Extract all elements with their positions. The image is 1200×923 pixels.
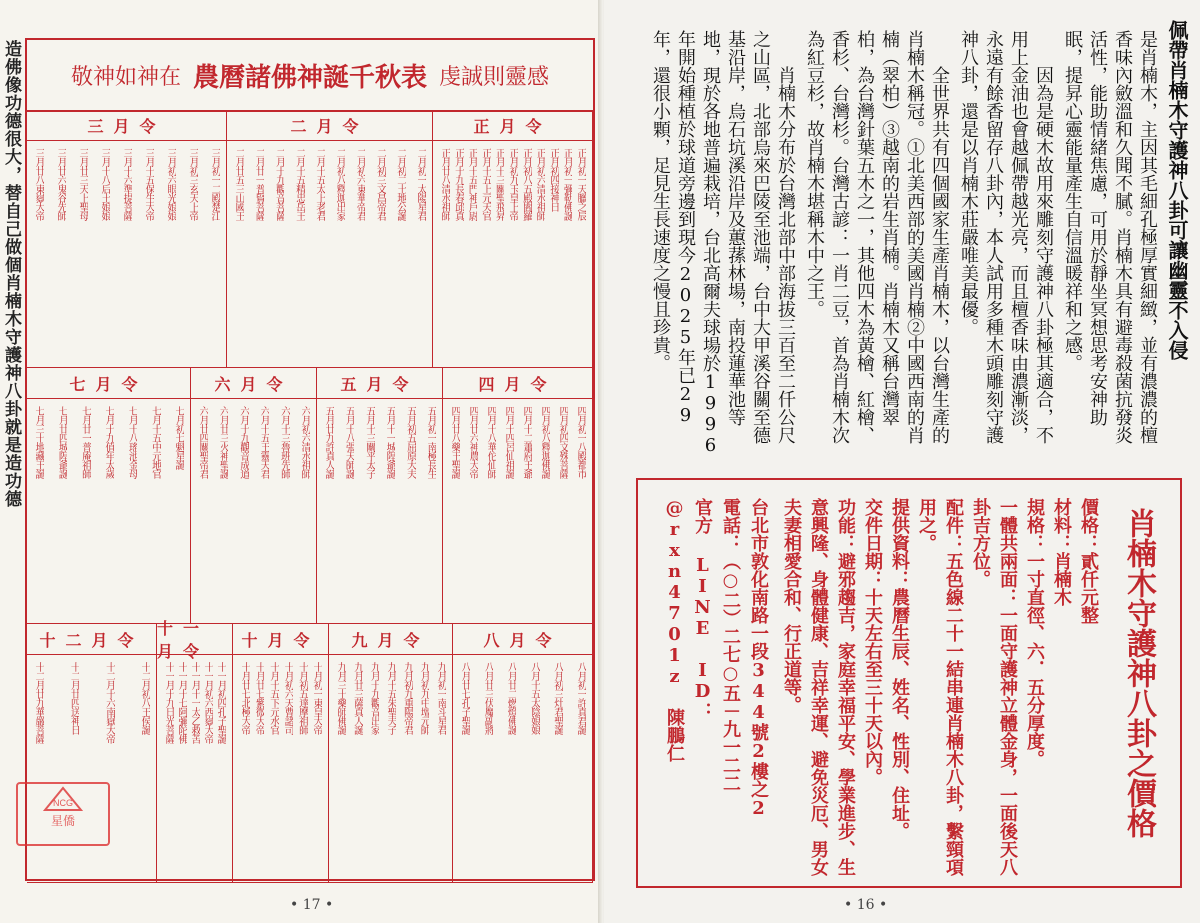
- birthday-entry: 八月廿二燃燈佛誕: [505, 662, 517, 734]
- birthday-entry: 二月十五太上老君: [313, 148, 325, 220]
- price-line: 一體共兩面：一面守護神立體金身，一面後天八卦吉方位。: [970, 498, 1018, 876]
- price-line: 材料：肖楠木: [1051, 498, 1072, 606]
- birthday-entry: 正月初九玉皇上帝: [506, 148, 518, 220]
- month-entries: [323, 406, 436, 617]
- birthday-entry: 五月廿九許真人誕: [323, 406, 334, 478]
- month-cell: [433, 110, 593, 368]
- birthday-entry: 六月廿四關聖帝君: [197, 406, 208, 478]
- birthday-entry: 三月十八后土娘娘: [99, 148, 110, 220]
- month-entries: [233, 148, 426, 361]
- birthday-entry: 九月初一南斗星君: [434, 662, 446, 734]
- birthday-entry: 正月初六清水祖師: [534, 148, 546, 220]
- month-cell: [453, 624, 593, 883]
- birthday-entry: 十一月十七阿彌陀佛: [176, 662, 187, 743]
- birthday-entry: 正月十五門神戶尉: [466, 148, 478, 220]
- month-header: 十月令: [233, 624, 328, 655]
- article-body: [640, 30, 1160, 460]
- birthday-entry: 三月初一二殿楚江: [209, 148, 220, 220]
- birthday-entry: 二月初二土地公誕: [394, 148, 406, 220]
- month-header: 六月令: [191, 368, 316, 399]
- birthday-entry: 三月初六眼光娘娘: [165, 148, 176, 220]
- price-line: 功能：避邪趨吉，家庭幸福平安、學業進步、生意興隆、身體健康、吉祥幸運、避免災厄、男女夫妻相愛合和、行正道等。: [781, 498, 856, 876]
- month-cell: [329, 624, 453, 883]
- birthday-entry: 十二月廿九華嚴菩薩: [33, 662, 44, 743]
- month-entries: [239, 662, 322, 876]
- price-line: 規格：一寸直徑、六．五分厚度。: [1024, 498, 1045, 768]
- birthday-entry: 七月十九值年太歲: [102, 406, 114, 478]
- birthday-entry: 六月十三魯班先師: [278, 406, 290, 478]
- birthday-entry: 六月十九觀音成道: [237, 406, 249, 478]
- birthday-entry: 五月初一南極長生: [424, 406, 436, 478]
- month-header: 正月令: [433, 110, 592, 141]
- birthday-entry: 九月三十藥師佛誕: [335, 662, 346, 734]
- birthday-entry: 九月廿三薩真人誕: [351, 662, 363, 734]
- title-main: 農曆諸佛神誕千秋表: [192, 62, 427, 93]
- birthday-entry: 九月十九觀音出家: [368, 662, 380, 734]
- paragraph-3: 全世界共有四個國家生產肖楠木，以台灣生產的肖楠木稱冠。①北美西部的美國肖楠②中國西南的肖楠（翠柏）③越南的岩生肖楠。肖楠木又稱台灣翠柏，為台灣針葉五木之一，其他四木為黃檜、紅檜、香杉、台灣杉。台灣古諺：一肖二豆，首為肖楠木次為紅豆杉，故肖楠木堪稱木中之王。: [804, 30, 950, 444]
- page-number-left: • 17 •: [290, 897, 334, 913]
- birthday-entry: 五月十八張天師誕: [343, 406, 355, 478]
- birthday-entry: 九月初九重陽帝君: [401, 662, 413, 734]
- birthday-entry: 七月廿一普庵祖師: [79, 406, 91, 478]
- month-cell: [27, 110, 227, 368]
- birthday-entry: 三月廿三天上聖母: [77, 148, 88, 220]
- birthday-entry: 三月十六準提菩薩: [121, 148, 132, 220]
- birthday-entry: 八月廿七孔子聖誕: [459, 662, 470, 734]
- birthday-entry: 六月廿三火神聖誕: [217, 406, 229, 478]
- birthday-entry: 十月十五下元水官: [267, 662, 279, 734]
- paragraph-4: 肖楠木分布於台灣北部中部海拔三百至二仟公尺之山區，北部烏來巴陵至池端，台中大甲溪谷關至德基沿岸，烏石坑溪沿岸及蕙蓀林場，南投蓮華池等地，現於各地普遍栽培，台北高爾夫球場於1996年開始種植於球道旁邊到現今2025年已29年，還很小顆，足見生長速度之慢且珍貴。: [650, 30, 796, 456]
- birthday-entry: 五月十一城隍爺誕: [384, 406, 396, 478]
- price-title: 肖楠木守護神八卦之價格: [1121, 508, 1156, 838]
- month-cell: [317, 368, 443, 624]
- birthday-entry: 八月初一許真君誕: [574, 662, 586, 734]
- month-header: 三月令: [27, 110, 226, 141]
- birthday-entry: 二月廿五三山國王: [233, 148, 244, 220]
- birthday-entry: 三月初三玄天上帝: [187, 148, 198, 220]
- birthday-entry: 正月十五上元天官: [479, 148, 491, 220]
- birthday-entry: 四月初四文殊菩薩: [557, 406, 568, 478]
- month-cell: [233, 624, 329, 883]
- birthday-entry: 六月十五王靈天君: [258, 406, 270, 478]
- birthday-entry: 八月廿三伏魔副將: [482, 662, 494, 734]
- month-header: 八月令: [453, 624, 592, 655]
- birthday-entry: 四月廿八藥王聖誕: [449, 406, 460, 478]
- month-entries: [459, 662, 586, 876]
- side-strip-text: 造佛像功德很大，替自己做個肖楠木守護神八卦就是造功德: [1, 40, 21, 508]
- article-heading: 佩帶肖楠木守護神八卦可讓幽靈不入侵: [1165, 20, 1189, 360]
- birthday-entry: 七月廿四城隍爺誕: [56, 406, 68, 478]
- contact-line: 台北市敦化南路一段344號2樓之2: [748, 498, 769, 819]
- month-entries: [33, 406, 184, 617]
- birthday-entry: 六月初六清水祖師: [298, 406, 310, 478]
- month-cell: [27, 368, 191, 624]
- birthday-entry: 五月十三關平太子: [363, 406, 375, 478]
- watermark-stamp: [16, 782, 110, 846]
- birthday-entry: 四月十四呂仙祖誕: [503, 406, 514, 478]
- birthday-entry: 七月十八瑤池金母: [126, 406, 138, 478]
- birthday-entry: 正月初四接神日: [547, 148, 559, 211]
- birthday-entry: 七月十五中元地官: [149, 406, 161, 478]
- page-number-right: • 16 •: [844, 897, 888, 913]
- birthday-entry: 八月初三灶君聖誕: [551, 662, 563, 734]
- birthday-entry: 七月初七魁星誕: [172, 406, 184, 469]
- month-entries: [439, 148, 586, 361]
- birthday-entry: 二月廿一普賢菩薩: [253, 148, 265, 220]
- birthday-entry: 十一月初六西嶽大帝: [202, 662, 213, 743]
- month-grid: [27, 110, 593, 879]
- month-header: 五月令: [317, 368, 442, 399]
- birthday-entry: 正月十九長春邱真: [452, 148, 464, 220]
- month-entries: [33, 148, 220, 361]
- month-entries: [335, 662, 446, 876]
- birthday-entry: 二月初八釋迦出家: [334, 148, 346, 220]
- contact-line: 官方 LINE ID：@rxn4701z 陳鵬仁: [664, 498, 713, 762]
- birthday-entry: 九月初九中壇元帥: [418, 662, 430, 734]
- contact-lines: [660, 498, 772, 878]
- month-header: 四月令: [443, 368, 592, 399]
- birthday-entry: 八月十五太陰娘娘: [528, 662, 540, 734]
- month-cell: [227, 110, 433, 368]
- birthday-entry: 正月十三關聖飛昇: [493, 148, 505, 220]
- birthday-entry: 十月初五達摩祖師: [296, 662, 308, 734]
- price-line: 交件日期：十天左右至三十天以內。: [862, 498, 883, 786]
- birthday-entry: 二月初三文昌帝君: [374, 148, 386, 220]
- birthday-entry: 十一月初四孔子聖誕: [215, 662, 226, 743]
- birthday-entry: 十一月十九日光菩薩: [163, 662, 174, 743]
- birthday-entry: 五月初五屈原大夫: [404, 406, 416, 478]
- price-lines: [778, 498, 1102, 878]
- birthday-entry: 七月三十地藏王誕: [33, 406, 44, 478]
- stamp-text: 星僑: [50, 814, 75, 828]
- birthday-entry: 十月初一東皇大帝: [310, 662, 322, 734]
- stamp-logo-icon: [43, 786, 83, 812]
- birthday-entry: 十一月十一太乙救苦: [189, 662, 200, 743]
- birthday-entry: 二月初一太陽星君: [414, 148, 426, 220]
- birthday-entry: 正月初一彌勒佛誕: [561, 148, 573, 220]
- birthday-entry: 二月十九觀音菩薩: [273, 148, 285, 220]
- month-header: 九月令: [329, 624, 452, 655]
- price-box: [636, 478, 1182, 888]
- birthday-entry: 九月十五朱聖夫子: [384, 662, 396, 734]
- month-cell: [191, 368, 317, 624]
- month-header: 十一月令: [157, 624, 232, 655]
- birthday-entry: 十月廿七北極大帝: [239, 662, 250, 734]
- month-header: 七月令: [27, 368, 190, 399]
- birthday-entry: 二月初六東華帝君: [354, 148, 366, 220]
- birthday-entry: 四月十八華佗仙師: [485, 406, 496, 478]
- right-page: [604, 0, 1200, 923]
- birthday-entry: 十二月十六南嶽大帝: [103, 662, 115, 743]
- birthday-entry: 十月廿七紫微大帝: [253, 662, 265, 734]
- table-title: [27, 40, 593, 112]
- birthday-entry: 四月初八釋迦佛誕: [539, 406, 550, 478]
- birthday-table: [25, 38, 595, 881]
- month-header: 十二月令: [27, 624, 156, 655]
- birthday-entry: 三月廿六鬼谷先師: [55, 148, 66, 220]
- birthday-entry: 四月十二蕭府王爺: [521, 406, 532, 478]
- birthday-entry: 正月廿八清水祖師: [439, 148, 450, 220]
- paragraph-1: 是肖楠木，主因其毛細孔極厚實細緻，並有濃濃的檀香味內斂溫和久聞不膩。肖楠木具有避毒殺菌抗發炎活性，能助情緒焦慮，可用於靜坐冥想思考安神助眠，提昇心靈能量產生自信溫暖祥和之感。: [1062, 30, 1158, 444]
- birthday-entry: 十月初六天曹諸司: [282, 662, 294, 734]
- birthday-entry: 正月初一天臘之辰: [574, 148, 586, 220]
- title-left: 敬神如神在: [70, 64, 181, 90]
- month-entries: [163, 662, 226, 876]
- birthday-entry: 四月廿六神農大帝: [467, 406, 478, 478]
- month-header: 二月令: [227, 110, 432, 141]
- month-cell: [157, 619, 233, 883]
- birthday-entry: 十二月初八王侯誕: [138, 662, 150, 734]
- contact-line: 電話：（○二）二七○五－九一二二: [720, 498, 741, 792]
- birthday-entry: 四月初一八殿都市: [575, 406, 586, 478]
- svg-text:NCG: NCG: [53, 798, 73, 808]
- price-line: 配件：五色線二十一結串連肖楠木八卦，繫頸項用之。: [916, 498, 964, 876]
- birthday-entry: 正月初八五殿閻羅: [520, 148, 532, 220]
- birthday-entry: 十二月廿四送神日: [68, 662, 80, 734]
- month-entries: [449, 406, 586, 617]
- price-line: 價格：貳仟元整: [1078, 498, 1099, 624]
- title-right: 虔誠則靈感: [439, 64, 550, 90]
- birthday-entry: 三月十五保生大帝: [143, 148, 154, 220]
- price-line: 提供資料：農曆生辰、姓名、性別、住址。: [889, 498, 910, 840]
- month-cell: [443, 368, 593, 624]
- paragraph-2: 因為是硬木故用來雕刻守護神八卦極其適合，不用上金油也會越佩帶越光亮，而且檀香味由濃漸淡，永遠有餘香留存八卦內，本人試用多種木頭雕刻守護神八卦，還是以肖楠木莊嚴唯美最優。: [958, 30, 1054, 444]
- birthday-entry: 二月十五精忠岳王: [293, 148, 305, 220]
- month-entries: [197, 406, 310, 617]
- birthday-entry: 三月廿八東嶽大帝: [33, 148, 44, 220]
